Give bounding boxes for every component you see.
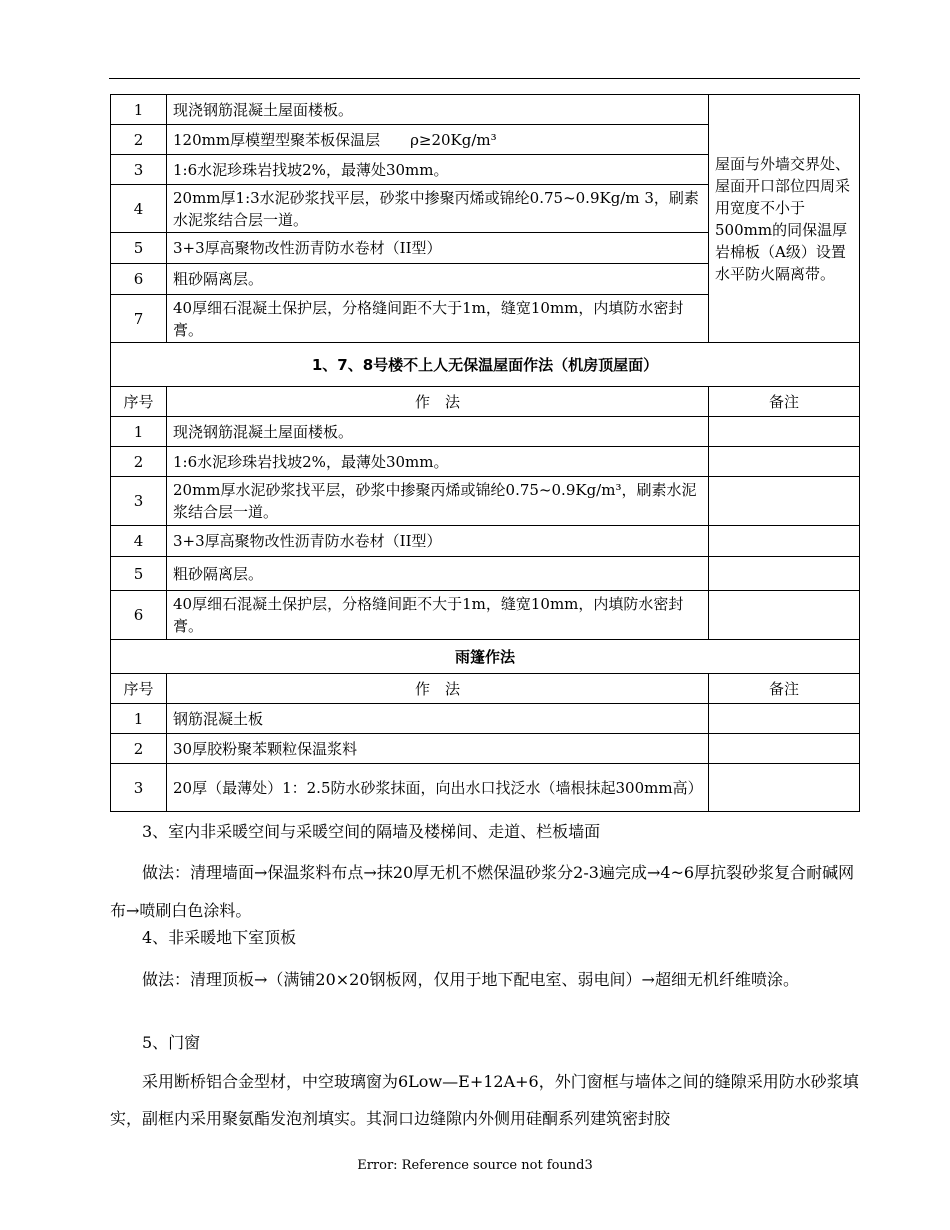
paragraph-doors-windows: 采用断桥铝合金型材，中空玻璃窗为6Low—E+12A+6，外门窗框与墙体之间的缝隙采用防水砂浆填实，副框内采用聚氨酯发泡剂填实。其洞口边缝隙内外侧用硅酮系列建筑密封胶 bbox=[110, 1072, 859, 1128]
header-note: 备注 bbox=[709, 674, 860, 704]
row-note bbox=[709, 526, 860, 557]
header-method-label: 作 法 bbox=[414, 679, 460, 698]
row-note bbox=[709, 557, 860, 591]
row-number: 6 bbox=[111, 264, 167, 295]
row-method: 现浇钢筋混凝土屋面楼板。 bbox=[167, 417, 709, 447]
row-note bbox=[709, 477, 860, 526]
construction-table bbox=[110, 94, 860, 812]
row-method: 钢筋混凝土板 bbox=[167, 704, 709, 734]
table-header-row bbox=[111, 674, 860, 704]
row-number: 1 bbox=[111, 95, 167, 125]
header-method bbox=[167, 674, 709, 704]
row-number: 4 bbox=[111, 185, 167, 233]
fire-barrier-note: 屋面与外墙交界处、屋面开口部位四周采用宽度不小于500mm的同保温厚岩棉板（A级）设置水平防火隔离带。 bbox=[709, 95, 860, 343]
row-note bbox=[709, 704, 860, 734]
row-number: 6 bbox=[111, 591, 167, 640]
row-number: 1 bbox=[111, 417, 167, 447]
row-method: 40厚细石混凝土保护层，分格缝间距不大于1m，缝宽10mm，内填防水密封膏。 bbox=[167, 295, 709, 343]
row-method: 20mm厚水泥砂浆找平层，砂浆中掺聚丙烯或锦纶0.75~0.9Kg/m³，刷素水泥浆结合层一道。 bbox=[167, 477, 709, 526]
row-method: 现浇钢筋混凝土屋面楼板。 bbox=[167, 95, 709, 125]
table-row bbox=[111, 526, 860, 557]
header-number: 序号 bbox=[111, 387, 167, 417]
section-title-row bbox=[111, 640, 860, 674]
section-heading-interior-walls: 3、室内非采暖空间与采暖空间的隔墙及楼梯间、走道、栏板墙面 bbox=[142, 822, 601, 841]
row-note bbox=[709, 447, 860, 477]
section-title: 1、7、8号楼不上人无保温屋面作法（机房顶屋面） bbox=[111, 343, 860, 387]
row-method: 粗砂隔离层。 bbox=[167, 264, 709, 295]
page-footer: Error: Reference source not found3 bbox=[357, 1158, 593, 1173]
row-method: 粗砂隔离层。 bbox=[167, 557, 709, 591]
paragraph-interior-walls-method: 做法：清理墙面→保温浆料布点→抹20厚无机不燃保温砂浆分2-3遍完成→4~6厚抗裂砂浆复合耐碱网布→喷刷白色涂料。 bbox=[110, 863, 855, 920]
row-method: 1:6水泥珍珠岩找坡2%，最薄处30mm。 bbox=[167, 447, 709, 477]
row-method: 3+3厚高聚物改性沥青防水卷材（II型） bbox=[167, 233, 709, 264]
paragraph-basement-ceiling-method: 做法：清理顶板→（满铺20×20钢板网，仅用于地下配电室、弱电间）→超细无机纤维喷涂。 bbox=[142, 970, 799, 989]
row-method: 40厚细石混凝土保护层，分格缝间距不大于1m，缝宽10mm，内填防水密封膏。 bbox=[167, 591, 709, 640]
table-row bbox=[111, 704, 860, 734]
table-row bbox=[111, 591, 860, 640]
table-header-row bbox=[111, 387, 860, 417]
section-heading-doors-windows: 5、门窗 bbox=[142, 1033, 201, 1052]
row-number: 3 bbox=[111, 155, 167, 185]
row-method: 3+3厚高聚物改性沥青防水卷材（II型） bbox=[167, 526, 709, 557]
row-number: 3 bbox=[111, 477, 167, 526]
row-number: 3 bbox=[111, 764, 167, 812]
row-note bbox=[709, 734, 860, 764]
row-number: 5 bbox=[111, 233, 167, 264]
section-title: 雨篷作法 bbox=[111, 640, 860, 674]
table-row bbox=[111, 734, 860, 764]
row-number: 4 bbox=[111, 526, 167, 557]
row-method: 1:6水泥珍珠岩找坡2%，最薄处30mm。 bbox=[167, 155, 709, 185]
table-row bbox=[111, 557, 860, 591]
row-number: 5 bbox=[111, 557, 167, 591]
row-number: 2 bbox=[111, 447, 167, 477]
table-row bbox=[111, 95, 860, 125]
table-row bbox=[111, 764, 860, 812]
row-note bbox=[709, 764, 860, 812]
header-method bbox=[167, 387, 709, 417]
table-row bbox=[111, 447, 860, 477]
section-title-row bbox=[111, 343, 860, 387]
header-method-label: 作 法 bbox=[414, 392, 460, 411]
row-number: 7 bbox=[111, 295, 167, 343]
row-method: 120mm厚模塑型聚苯板保温层 ρ≥20Kg/m³ bbox=[167, 125, 709, 155]
header-rule bbox=[109, 78, 860, 79]
row-note bbox=[709, 417, 860, 447]
header-number: 序号 bbox=[111, 674, 167, 704]
row-method: 30厚胶粉聚苯颗粒保温浆料 bbox=[167, 734, 709, 764]
table-row bbox=[111, 417, 860, 447]
table-row bbox=[111, 477, 860, 526]
row-method: 20厚（最薄处）1：2.5防水砂浆抹面，向出水口找泛水（墙根抹起300mm高） bbox=[167, 764, 709, 812]
row-number: 1 bbox=[111, 704, 167, 734]
row-number: 2 bbox=[111, 734, 167, 764]
section-heading-basement-ceiling: 4、非采暖地下室顶板 bbox=[142, 928, 297, 947]
header-note: 备注 bbox=[709, 387, 860, 417]
row-number: 2 bbox=[111, 125, 167, 155]
row-note bbox=[709, 591, 860, 640]
row-method: 20mm厚1:3水泥砂浆找平层，砂浆中掺聚丙烯或锦纶0.75~0.9Kg/m 3，刷素水泥浆结合层一道。 bbox=[167, 185, 709, 233]
